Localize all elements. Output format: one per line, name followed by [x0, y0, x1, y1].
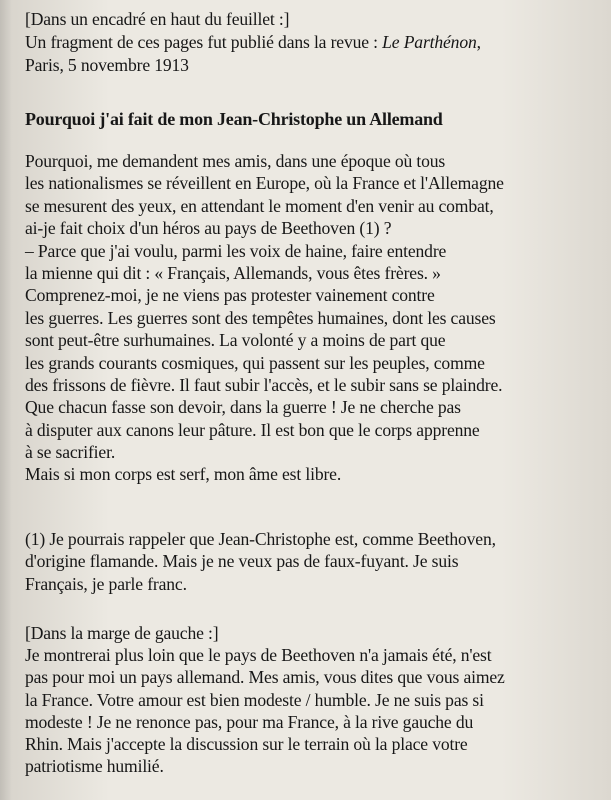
- margin-note-line: Je montrerai plus loin que le pays de Beethoven n'a jamais été, n'est: [25, 645, 492, 666]
- body-line: sont peut-être surhumaines. La volonté y a moins de part que: [25, 330, 446, 351]
- scan-edge-shadow: [0, 0, 12, 800]
- body-line: Que chacun fasse son devoir, dans la guerre ! Je ne cherche pas: [25, 397, 461, 418]
- body-line: – Parce que j'ai voulu, parmi les voix de haine, faire entendre: [25, 240, 447, 261]
- header-note-line: [Dans un encadré en haut du feuillet :]: [25, 9, 290, 29]
- header-note: [25, 8, 611, 77]
- margin-note-line: patriotisme humilié.: [25, 756, 164, 777]
- margin-note-line: [Dans la marge de gauche :]: [25, 623, 219, 643]
- margin-note-line: Rhin. Mais j'accepte la discussion sur le terrain où la place votre: [25, 733, 468, 754]
- publication-date-line: Paris, 5 novembre 1913: [25, 55, 189, 75]
- margin-note-line: modeste ! Je ne renonce pas, pour ma France, à la rive gauche du: [25, 711, 474, 732]
- footnote-line: Français, je parle franc.: [25, 573, 187, 594]
- body-line: les guerres. Les guerres sont des tempêtes humaines, dont les causes: [25, 307, 496, 328]
- publication-note-line: [25, 31, 611, 54]
- footnote: [25, 528, 611, 595]
- footnote-line: (1) Je pourrais rappeler que Jean-Christophe est, comme Beethoven,: [25, 529, 496, 549]
- document-title: Pourquoi j'ai fait de mon Jean-Christophe un Allemand: [25, 109, 443, 129]
- margin-note-line: pas pour moi un pays allemand. Mes amis, vous dites que vous aimez: [25, 667, 505, 688]
- body-line: se mesurent des yeux, en attendant le moment d'en venir au combat,: [25, 195, 494, 216]
- publication-prefix: Un fragment de ces pages fut publié dans la revue :: [25, 32, 383, 52]
- body-line: à se sacrifier.: [25, 442, 116, 463]
- body-line: Comprenez-moi, je ne viens pas protester vainement contre: [25, 285, 435, 306]
- journal-title: Le Parthénon: [382, 32, 477, 52]
- body-line: Mais si mon corps est serf, mon âme est libre.: [25, 464, 342, 485]
- body-line: les nationalismes se réveillent en Europe, où la France et l'Allemagne: [25, 173, 504, 194]
- footnote-line: d'origine flamande. Mais je ne veux pas de faux-fuyant. Je suis: [25, 551, 459, 572]
- body-line: les grands courants cosmiques, qui passent sur les peuples, comme: [25, 352, 485, 373]
- body-line: des frissons de fièvre. Il faut subir l'accès, et le subir sans se plaindre.: [25, 374, 503, 395]
- body-line: à disputer aux canons leur pâture. Il est bon que le corps apprenne: [25, 419, 480, 440]
- margin-note: [25, 622, 611, 777]
- body-line: ai-je fait choix d'un héros au pays de Beethoven (1) ?: [25, 218, 392, 239]
- body-line: Pourquoi, me demandent mes amis, dans une époque où tous: [25, 151, 446, 171]
- main-body: [25, 150, 611, 486]
- body-line: la mienne qui dit : « Français, Allemands, vous êtes frères. »: [25, 262, 441, 283]
- margin-note-line: la France. Votre amour est bien modeste / humble. Je ne suis pas si: [25, 689, 484, 710]
- publication-suffix: ,: [476, 32, 481, 52]
